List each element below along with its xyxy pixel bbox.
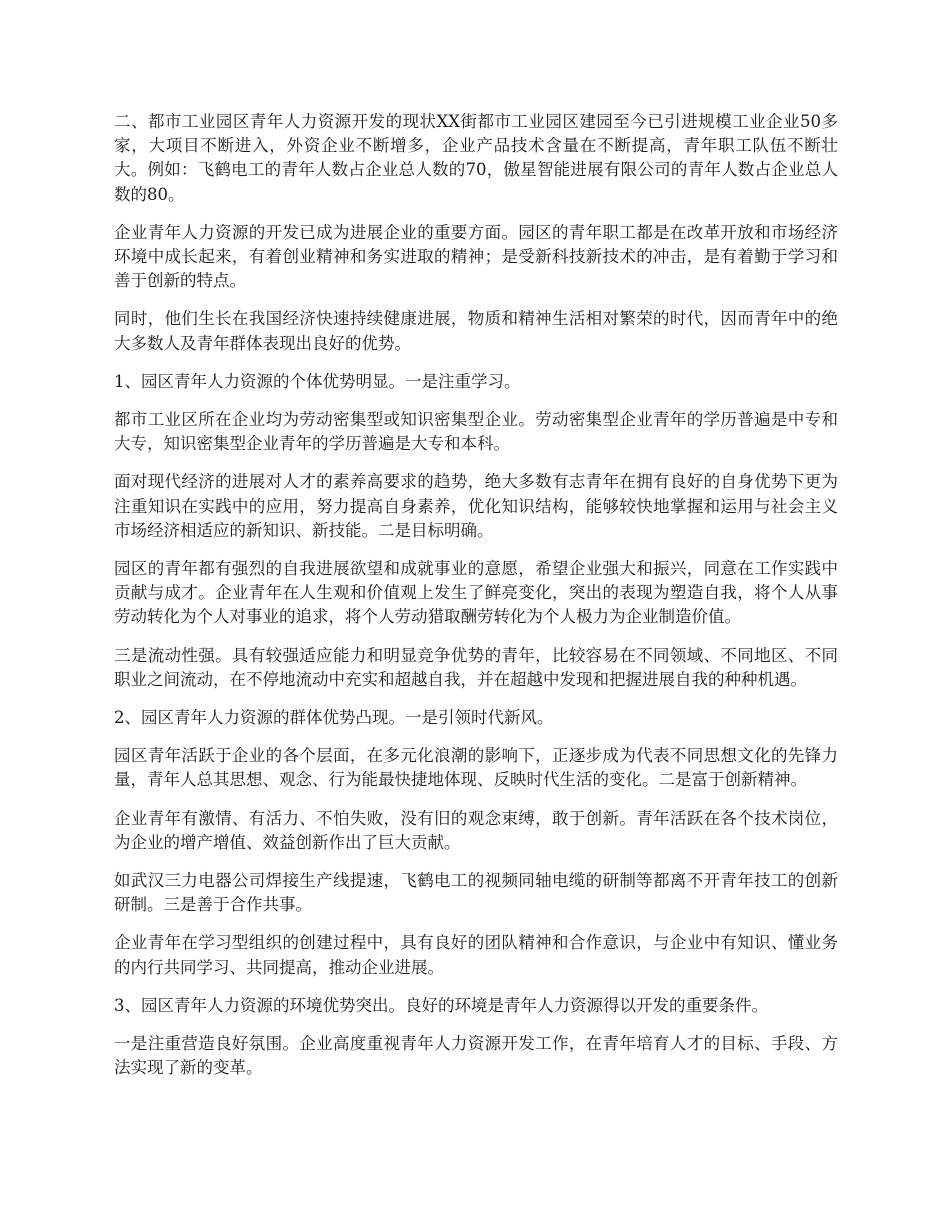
paragraph: 都市工业区所在企业均为劳动密集型或知识密集型企业。劳动密集型企业青年的学历普遍是中专和大专，知识密集型企业青年的学历普遍是大专和本科。 (114, 410, 838, 454)
paragraph: 3、园区青年人力资源的环境优势突出。良好的环境是青年人力资源得以开发的重要条件。 (114, 995, 768, 1015)
paragraph: 如武汉三力电器公司焊接生产线提速，飞鹤电工的视频同轴电缆的研制等都离不开青年技工的创新研制。三是善于合作共事。 (114, 871, 838, 915)
paragraph: 2、园区青年人力资源的群体优势凸现。一是引领时代新风。 (114, 708, 554, 728)
paragraph: 园区青年活跃于企业的各个层面，在多元化浪潮的影响下，正逐步成为代表不同思想文化的先锋力量，青年人总其思想、观念、行为能最快捷地体现、反映时代生活的变化。二是富于创新精神。 (114, 746, 838, 790)
paragraph: 企业青年在学习型组织的创建过程中，具有良好的团队精神和合作意识，与企业中有知识、懂业务的内行共同学习、共同提高，推动企业进展。 (114, 933, 838, 977)
paragraph: 1、园区青年人力资源的个体优势明显。一是注重学习。 (114, 371, 521, 391)
paragraph: 二、都市工业园区青年人力资源开发的现状XX街都市工业园区建园至今已引进规模工业企业50多家，大项目不断进入，外资企业不断增多，企业产品技术含量在不断提高，青年职工队伍不断壮大。例如：飞鹤电工的青年人数占企业总人数的70，傲星智能进展有限公司的青年人数占企业总人数的80。 (114, 112, 838, 204)
paragraph: 园区的青年都有强烈的自我进展欲望和成就事业的意愿，希望企业强大和振兴，同意在工作实践中贡献与成才。企业青年在人生观和价值观上发生了鲜亮变化，突出的表现为塑造自我，将个人从事劳动转化为个人对事业的追求，将个人劳动猎取酬劳转化为个人极力为企业制造价值。 (114, 559, 838, 627)
paragraph: 企业青年人力资源的开发已成为进展企业的重要方面。园区的青年职工都是在改革开放和市场经济环境中成长起来，有着创业精神和务实进取的精神；是受新科技新技术的冲击，是有着勤于学习和善于创新的特点。 (114, 222, 838, 291)
paragraph: 一是注重营造良好氛围。企业高度重视青年人力资源开发工作，在青年培育人才的目标、手段、方法实现了新的变革。 (114, 1034, 838, 1078)
paragraph: 企业青年有激情、有活力、不怕失败，没有旧的观念束缚，敢于创新。青年活跃在各个技术岗位，为企业的增产增值、效益创新作出了巨大贡献。 (114, 808, 838, 852)
document-body (114, 110, 838, 1081)
paragraph: 三是流动性强。具有较强适应能力和明显竞争优势的青年，比较容易在不同领域、不同地区、不同职业之间流动，在不停地流动中充实和超越自我，并在超越中发现和把握进展自我的种种机遇。 (114, 645, 838, 689)
paragraph: 面对现代经济的进展对人才的素养高要求的趋势，绝大多数有志青年在拥有良好的自身优势下更为注重知识在实践中的应用，努力提高自身素养，优化知识结构，能够较快地掌握和运用与社会主义市场经济相适应的新知识、新技能。二是目标明确。 (114, 472, 838, 540)
paragraph: 同时，他们生长在我国经济快速持续健康进展，物质和精神生活相对繁荣的时代，因而青年中的绝大多数人及青年群体表现出良好的优势。 (114, 309, 838, 353)
